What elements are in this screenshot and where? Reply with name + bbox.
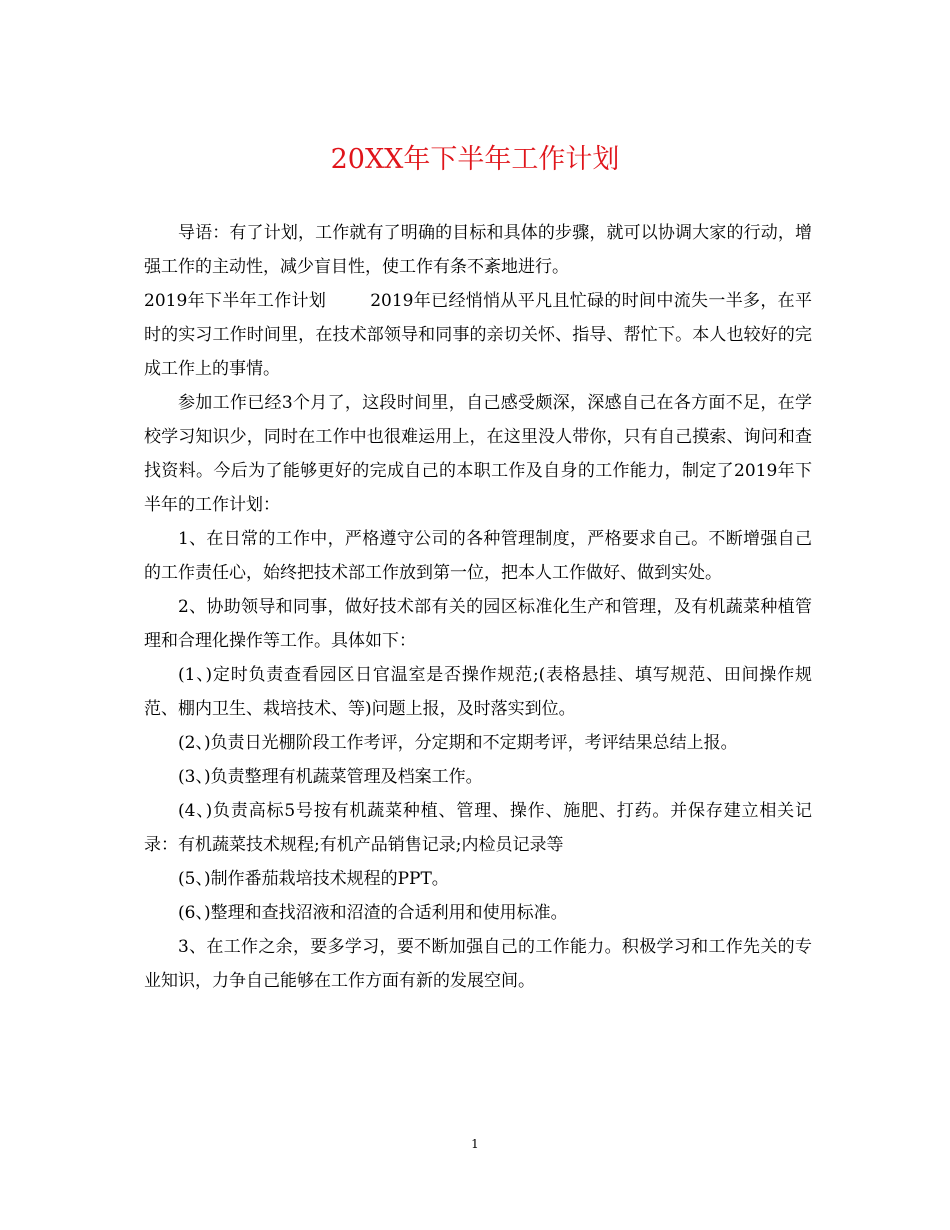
sub-item-1: (1、)定时负责查看园区日官温室是否操作规范;(表格悬挂、填写规范、田间操作规范、棚内卫生、栽培技术、等)问题上报，及时落实到位。: [144, 665, 812, 719]
sub-item-3: (3、)负责整理有机蔬菜管理及档案工作。: [178, 767, 483, 787]
document-title: 20XX年下半年工作计划: [330, 144, 620, 175]
paragraph-item-2: 2、协助领导和同事，做好技术部有关的园区标准化生产和管理，及有机蔬菜种植管理和合理化操作等工作。具体如下：: [144, 597, 812, 651]
paragraph-experience: 参加工作已经3个月了，这段时间里，自己感受颇深，深感自己在各方面不足，在学校学习知识少，同时在工作中也很难运用上，在这里没人带你，只有自己摸索、询问和查找资料。今后为了能够更好的完成自己的本职工作及自身的工作能力，制定了2019年下半年的工作计划：: [144, 393, 812, 515]
sub-item-5: (5、)制作番茄栽培技术规程的PPT。: [178, 869, 449, 889]
sub-item-4: (4、)负责高标5号按有机蔬菜种植、管理、操作、施肥、打药。并保存建立相关记录：有机蔬菜技术规程;有机产品销售记录;内检员记录等: [144, 801, 812, 855]
sub-item-2: (2、)负责日光棚阶段工作考评，分定期和不定期考评，考评结果总结上报。: [178, 733, 738, 753]
sub-item-6: (6、)整理和查找沼液和沼渣的合适利用和使用标准。: [178, 903, 568, 923]
paragraph-item-1: 1、在日常的工作中，严格遵守公司的各种管理制度，严格要求自己。不断增强自己的工作责任心，始终把技术部工作放到第一位，把本人工作做好、做到实处。: [144, 529, 812, 583]
document-body: [144, 216, 812, 998]
summary-paragraph: [144, 284, 812, 386]
page-number: 1: [471, 1137, 479, 1151]
section-heading: 2019年下半年工作计划: [144, 291, 327, 311]
summary-text: 2019年已经悄悄从平凡且忙碌的时间中流失一半多，在平时的实习工作时间里，在技术部领导和同事的亲切关怀、指导、帮忙下。本人也较好的完成工作上的事情。: [144, 291, 813, 379]
paragraph-item-3: 3、在工作之余，要多学习，要不断加强自己的工作能力。积极学习和工作先关的专业知识，力争自己能够在工作方面有新的发展空间。: [144, 937, 812, 991]
intro-paragraph: 导语：有了计划，工作就有了明确的目标和具体的步骤，就可以协调大家的行动，增强工作的主动性，减少盲目性，使工作有条不紊地进行。: [144, 223, 812, 277]
